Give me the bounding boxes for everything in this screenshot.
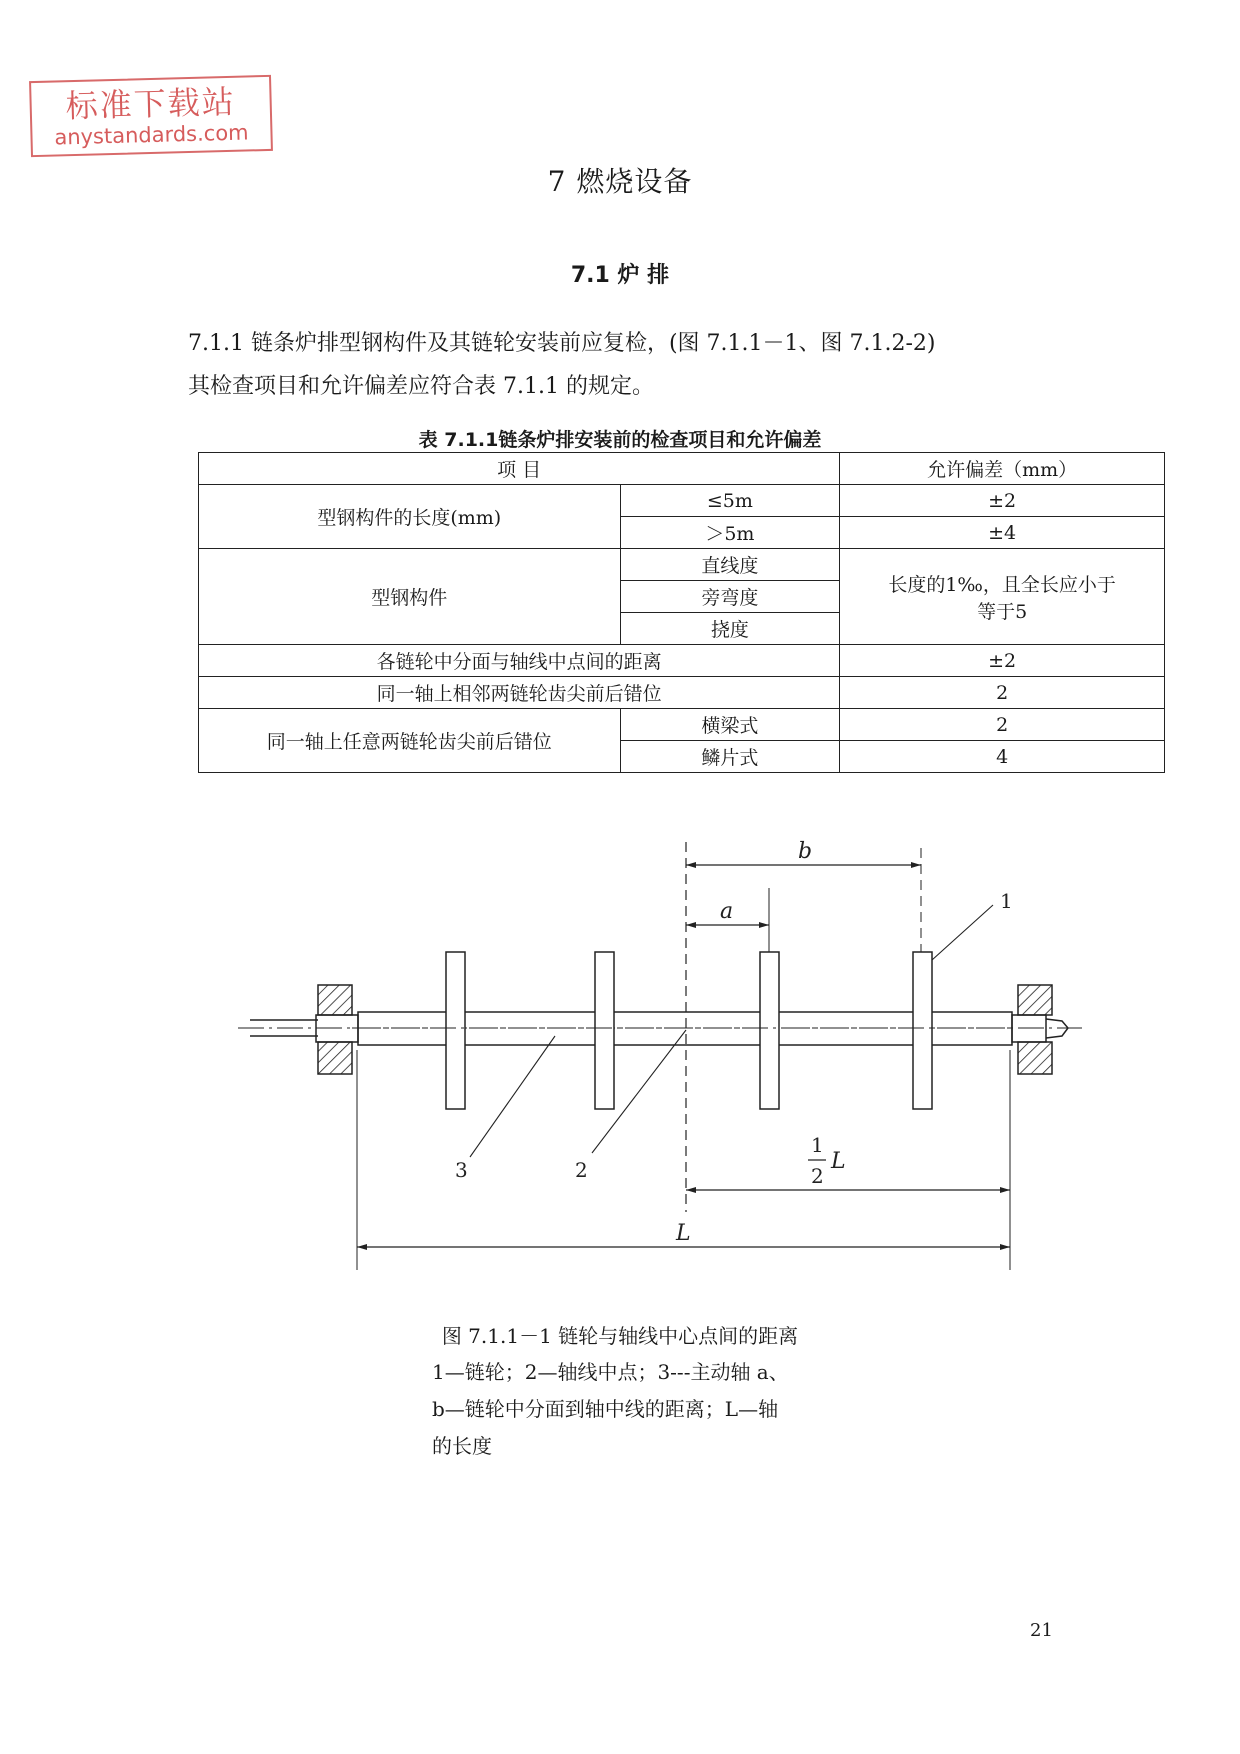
- sub-item: ≤5m: [620, 485, 840, 517]
- legend-line: 的长度: [432, 1434, 492, 1458]
- tolerance-cell: ±2: [840, 485, 1165, 517]
- figure-caption: 图 7.1.1－1 链轮与轴线中心点间的距离: [441, 1324, 799, 1348]
- sub-item: 直线度: [620, 549, 840, 581]
- header-item: 项 目: [199, 453, 840, 485]
- legend-line: b—链轮中分面到轴中线的距离；L—轴: [432, 1397, 779, 1421]
- label-half-l: L: [831, 1149, 846, 1174]
- sprocket-1: [446, 952, 465, 1109]
- row-label: 同一轴上相邻两链轮齿尖前后错位: [199, 677, 840, 709]
- tolerance-cell: ±4: [840, 517, 1165, 549]
- left-bearing-bottom: [318, 1042, 352, 1074]
- header-tolerance: 允许偏差（mm）: [840, 453, 1165, 485]
- row-label: 各链轮中分面与轴线中点间的距离: [199, 645, 840, 677]
- table-caption: 表 7.1.1链条炉排安装前的检查项目和允许偏差: [418, 429, 822, 451]
- right-bearing-bottom: [1018, 1042, 1052, 1074]
- label-3: 3: [455, 1158, 468, 1182]
- tolerance-cell: 2: [840, 709, 1165, 741]
- sprocket-4: [913, 952, 932, 1109]
- label-a: a: [720, 899, 734, 924]
- sub-item: 横梁式: [620, 709, 840, 741]
- sprocket-2: [595, 952, 614, 1109]
- label-2: 2: [575, 1158, 588, 1182]
- row-label: 同一轴上任意两链轮齿尖前后错位: [199, 709, 621, 773]
- stamp-chinese-text: 标准下载站: [65, 82, 237, 126]
- tolerance-cell: ±2: [840, 645, 1165, 677]
- left-bearing-top: [318, 985, 352, 1015]
- right-bearing-top: [1018, 985, 1052, 1015]
- clause-line-1: 7.1.1 链条炉排型钢构件及其链轮安装前应复检，(图 7.1.1－1、图 7.1.2-2): [188, 331, 936, 356]
- sub-item: 鳞片式: [620, 741, 840, 773]
- leader-1: [932, 905, 993, 960]
- row-label-length: 型钢构件的长度(mm): [199, 485, 621, 549]
- label-half-denominator: 2: [811, 1164, 824, 1188]
- tolerance-line: 等于5: [977, 600, 1028, 623]
- leader-3: [470, 1036, 555, 1157]
- label-1: 1: [1000, 889, 1013, 913]
- page-number: 21: [1030, 1620, 1053, 1641]
- sub-item: 旁弯度: [620, 581, 840, 613]
- tolerance-cell: 2: [840, 677, 1165, 709]
- sub-item: 挠度: [620, 613, 840, 645]
- stamp-url-text: anystandards.com: [54, 120, 249, 150]
- figure-legend: [432, 1354, 832, 1465]
- sprocket-3: [760, 952, 779, 1109]
- label-b: b: [798, 839, 813, 864]
- tolerance-line: 长度的1‰，且全长应小于: [888, 573, 1116, 596]
- label-l: L: [676, 1221, 691, 1246]
- clause-line-2: 其检查项目和允许偏差应符合表 7.1.1 的规定。: [188, 374, 654, 399]
- section-title: 7.1 炉 排: [570, 263, 670, 288]
- legend-line: 1—链轮；2—轴线中点；3---主动轴 a、: [432, 1360, 789, 1384]
- tolerance-cell: 4: [840, 741, 1165, 773]
- chapter-title: 7 燃烧设备: [547, 165, 693, 198]
- row-label-member: 型钢构件: [199, 549, 621, 645]
- sub-item: ＞5m: [620, 517, 840, 549]
- label-half-numerator: 1: [811, 1133, 824, 1157]
